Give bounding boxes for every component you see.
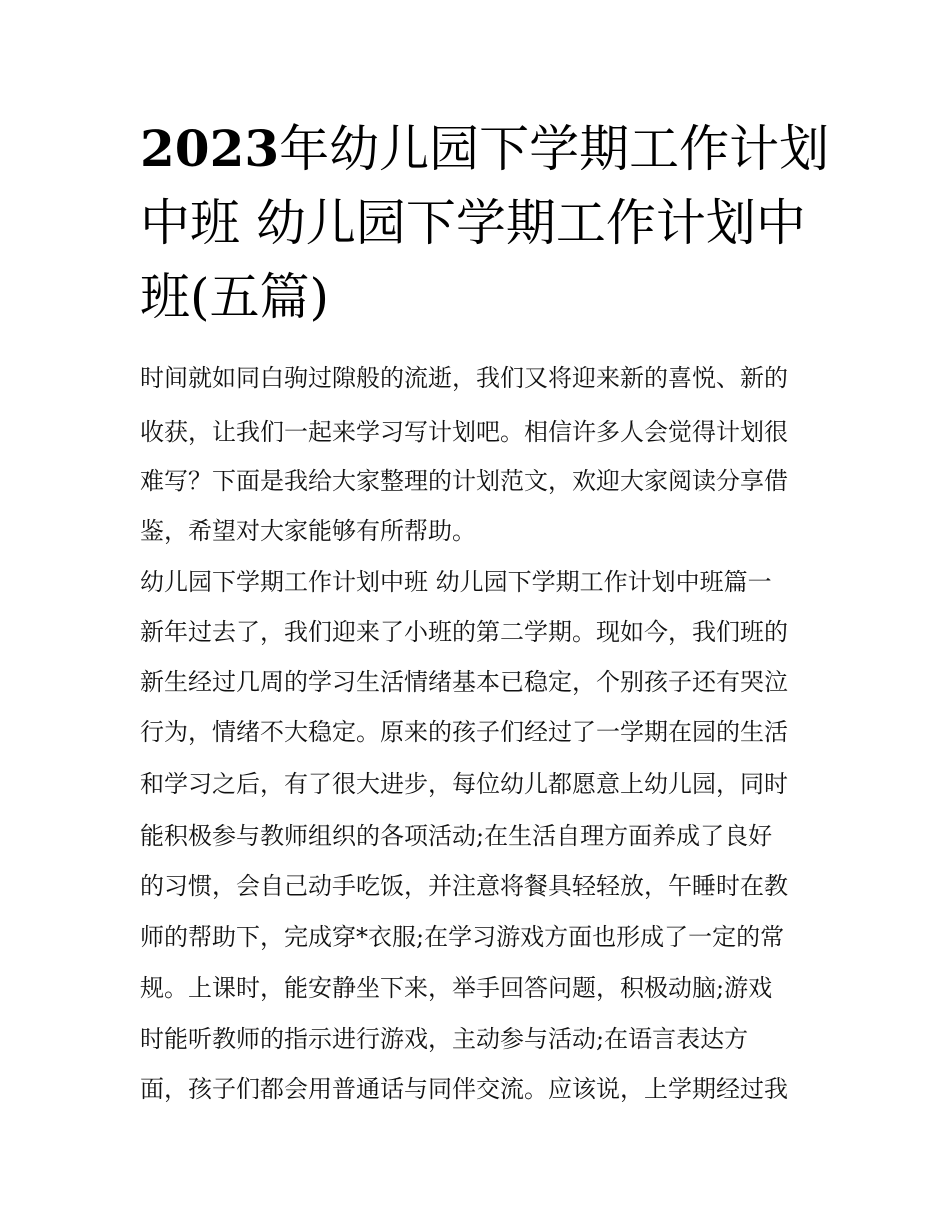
- paragraph-line-6: 新年过去了，我们迎来了小班的第二学期。现如今，我们班的: [140, 618, 788, 646]
- document-title-line-2: [140, 194, 830, 252]
- paragraph-line-3: 难写？下面是我给大家整理的计划范文，欢迎大家阅读分享借: [140, 467, 788, 495]
- paragraph-line-4: 鉴，希望对大家能够有所帮助。: [140, 517, 476, 545]
- title-line-1-rest: 年幼儿园下学期工作计划: [279, 120, 830, 178]
- paragraph-line-8: 行为，情绪不大稳定。原来的孩子们经过了一学期在园的生活: [140, 718, 788, 746]
- paragraph-line-13: 规。上课时，能安静坐下来，举手回答问题，积极动脑;游戏: [140, 974, 773, 1002]
- title-line-2-text: 中班 幼儿园下学期工作计划中: [140, 194, 806, 252]
- paragraph-line-7: 新生经过几周的学习生活情绪基本已稳定，个别孩子还有哭泣: [140, 668, 788, 696]
- paragraph-line-1: 时间就如同白驹过隙般的流逝，我们又将迎来新的喜悦、新的: [140, 364, 788, 392]
- paragraph-line-14: 时能听教师的指示进行游戏，主动参与活动;在语言表达方: [140, 1025, 749, 1053]
- title-line-1-text: [140, 120, 829, 178]
- paragraph-line-2: 收获，让我们一起来学习写计划吧。相信许多人会觉得计划很: [140, 418, 788, 446]
- section-heading-line: 幼儿园下学期工作计划中班 幼儿园下学期工作计划中班篇一: [140, 568, 772, 596]
- document-title-line-3: [140, 268, 830, 326]
- document-title-line-1: [140, 119, 830, 178]
- paragraph-line-10: 能积极参与教师组织的各项活动;在生活自理方面养成了良好: [140, 822, 773, 850]
- title-year: 2023: [140, 119, 280, 178]
- paragraph-line-12: 师的帮助下，完成穿*衣服;在学习游戏方面也形成了一定的常: [140, 923, 785, 951]
- paragraph-line-11: 的习惯，会自己动手吃饭，并注意将餐具轻轻放，午睡时在教: [140, 872, 788, 900]
- title-line-3-text: 班(五篇): [140, 268, 330, 326]
- paragraph-line-9: 和学习之后，有了很大进步，每位幼儿都愿意上幼儿园，同时: [140, 770, 788, 798]
- paragraph-line-15: 面，孩子们都会用普通话与同伴交流。应该说，上学期经过我: [140, 1075, 788, 1103]
